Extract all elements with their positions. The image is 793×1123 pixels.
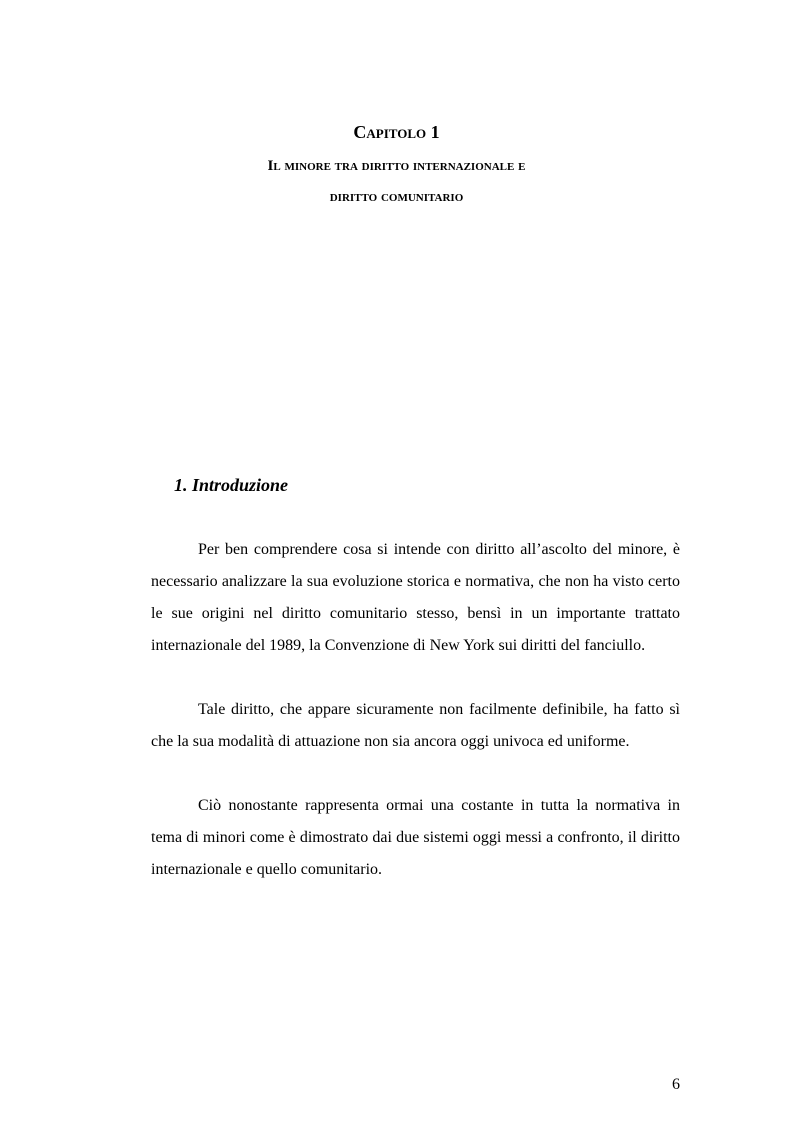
- paragraph-block-3: [151, 790, 680, 886]
- paragraph-block-2: [151, 694, 680, 758]
- chapter-label: Capitolo 1: [353, 122, 440, 142]
- paragraph: Tale diritto, che appare sicuramente non facilmente definibile, ha fatto sì che la sua modalità di attuazione non sia ancora oggi univoca ed uniforme.: [151, 701, 680, 750]
- paragraph-block-1: [151, 534, 680, 662]
- page-number: 6: [672, 1076, 680, 1093]
- chapter-title-line-2: diritto comunitario: [329, 189, 464, 205]
- section-heading: 1. Introduzione: [174, 475, 289, 495]
- chapter-title-line-1: Il minore tra diritto internazionale e: [267, 158, 526, 174]
- paragraph: Ciò nonostante rappresenta ormai una costante in tutta la normativa in tema di minori come è dimostrato dai due sistemi oggi messi a confronto, il diritto internazionale e quello comunitario.: [151, 797, 680, 878]
- paragraph: Per ben comprendere cosa si intende con diritto all’ascolto del minore, è necessario analizzare la sua evoluzione storica e normativa, che non ha visto certo le sue origini nel diritto comunitario stesso, bensì in un importante trattato internazionale del 1989, la Convenzione di New York sui diritti del fanciullo.: [151, 541, 680, 654]
